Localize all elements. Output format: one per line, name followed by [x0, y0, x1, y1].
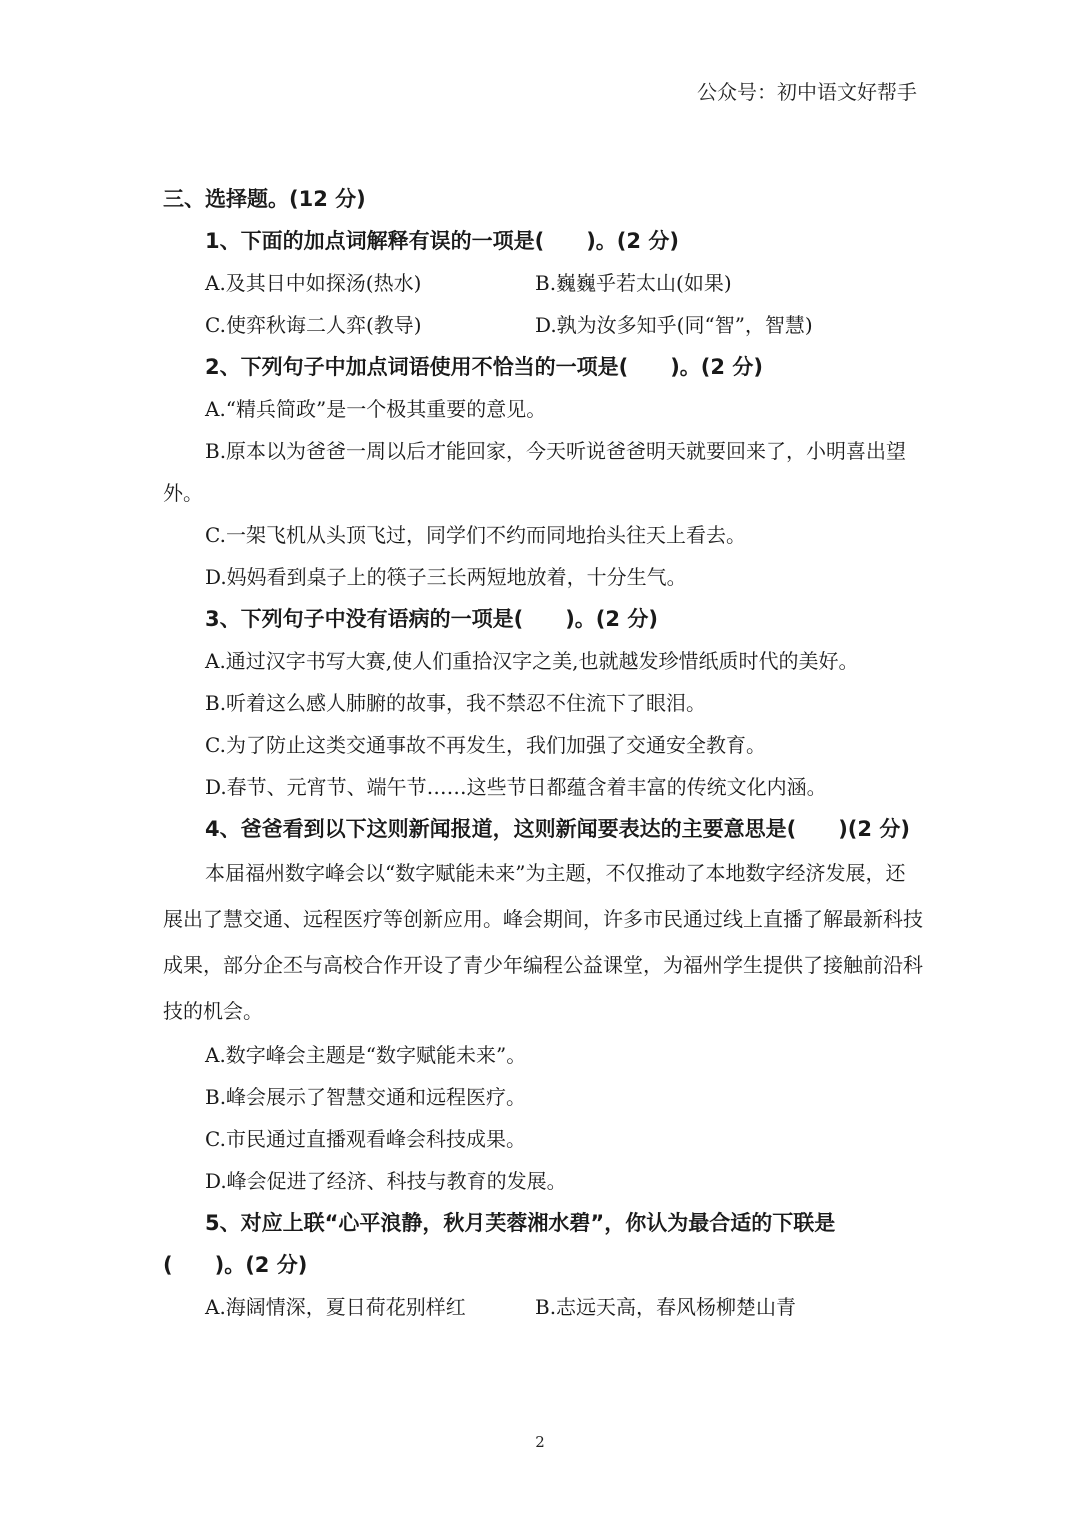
question-4-option-a: A.数字峰会主题是“数字赋能未来”。 [205, 1043, 527, 1067]
question-2-option-b: B.原本以为爸爸一周以后才能回家，今天听说爸爸明天就要回来了，小明喜出望外。 [163, 439, 907, 505]
question-5-option-a: A.海阔情深，夏日荷花别样红 [205, 1295, 466, 1319]
question-3-option-b: B.听着这么感人肺腑的故事，我不禁忍不住流下了眼泪。 [205, 691, 707, 715]
question-4-option-b: B.峰会展示了智慧交通和远程医疗。 [205, 1085, 527, 1109]
question-4 [163, 808, 923, 1202]
question-1-option-d: D.孰为汝多知乎(同“智”，智慧) [535, 313, 813, 337]
question-2-title: 2、下列句子中加点词语使用不恰当的一项是( )。(2 分) [205, 355, 763, 379]
question-5-options-row [163, 1286, 923, 1328]
question-1-option-c: C.使弈秋诲二人弈(教导) [205, 313, 422, 337]
question-2-option-a: A.“精兵简政”是一个极其重要的意见。 [205, 397, 547, 421]
question-2-option-c: C.一架飞机从头顶飞过，同学们不约而同地抬头往天上看去。 [205, 523, 746, 547]
question-1-options-row-1 [163, 262, 923, 304]
question-section [163, 178, 923, 1328]
question-4-option-c: C.市民通过直播观看峰会科技成果。 [205, 1127, 526, 1151]
question-4-option-d: D.峰会促进了经济、科技与教育的发展。 [205, 1169, 567, 1193]
question-3-title: 3、下列句子中没有语病的一项是( )。(2 分) [205, 607, 658, 631]
question-4-passage: 本届福州数字峰会以“数字赋能未来”为主题，不仅推动了本地数字经济发展，还展出了慧交通、远程医疗等创新应用。峰会期间，许多市民通过线上直播了解最新科技成果，部分企丕与高校合作开设了青少年编程公益课堂，为福州学生提供了接触前沿科技的机会。 [163, 861, 923, 1023]
question-3-option-d: D.春节、元宵节、端午节……这些节日都蕴含着丰富的传统文化内涵。 [205, 775, 827, 799]
question-1-options-row-2 [163, 304, 923, 346]
question-1-option-b: B.巍巍乎若太山(如果) [535, 271, 732, 295]
question-3 [163, 598, 923, 808]
question-5-option-b: B.志远天高，春风杨柳楚山青 [535, 1295, 797, 1319]
question-1-option-a: A.及其日中如探汤(热水) [205, 271, 422, 295]
question-4-title: 4、爸爸看到以下这则新闻报道，这则新闻要表达的主要意思是( )(2 分) [205, 817, 910, 841]
question-1-title: 1、下面的加点词解释有误的一项是( )。(2 分) [205, 229, 679, 253]
question-3-option-a: A.通过汉字书写大赛,使人们重拾汉字之美,也就越发珍惜纸质时代的美好。 [205, 649, 859, 673]
question-2-option-d: D.妈妈看到桌子上的筷子三长两短地放着，十分生气。 [205, 565, 687, 589]
question-3-option-c: C.为了防止这类交通事故不再发生，我们加强了交通安全教育。 [205, 733, 766, 757]
question-2 [163, 346, 923, 598]
page-number: 2 [535, 1433, 545, 1451]
question-5 [163, 1202, 923, 1328]
header-source: 公众号：初中语文好帮手 [697, 80, 917, 104]
section-title: 三、选择题。(12 分) [163, 187, 366, 211]
question-5-title: 5、对应上联“心平浪静，秋月芙蓉湘水碧”，你认为最合适的下联是 ( )。(2 分) [163, 1211, 836, 1277]
question-1 [163, 220, 923, 346]
